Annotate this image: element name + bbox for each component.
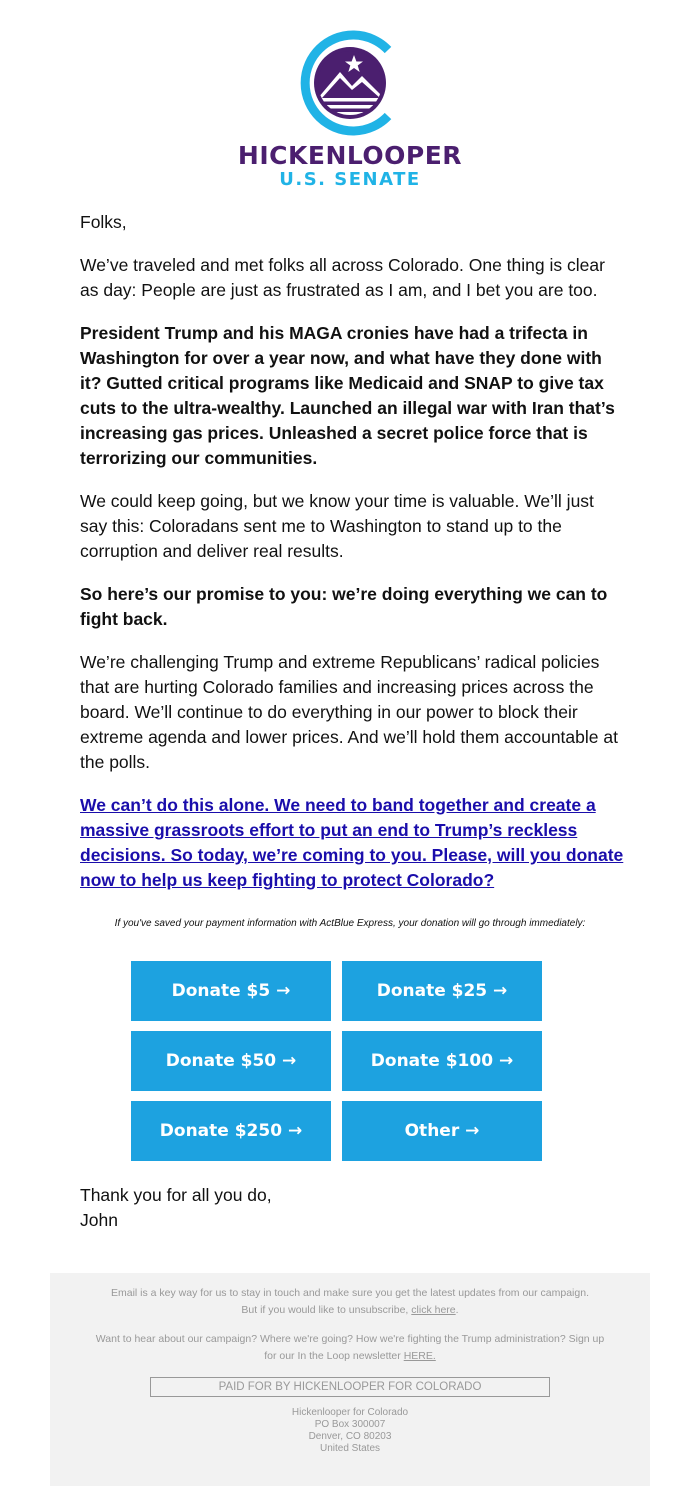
paragraph-5: We’re challenging Trump and extreme Republicans’ radical policies that are hurting Colorado families and increasing prices across the board. We’ll continue to do everything in our power to block their extreme agenda and lower prices. And we’ll hold them accountable at the polls. xyxy=(80,652,618,772)
greeting: Folks, xyxy=(80,212,127,232)
paragraph-3: We could keep going, but we know your time is valuable. We’ll just say this: Coloradans sent me to Washington to stand up to the corruption and deliver real results. xyxy=(80,491,594,561)
unsubscribe-text: Email is a key way for us to stay in touch and make sure you get the latest updates from our campaign. But if you would like to unsubscribe, click here. xyxy=(111,1287,589,1316)
donate-cta-link[interactable]: We can’t do this alone. We need to band together and create a massive grassroots effort to put an end to Trump’s reckless decisions. So today, we’re coming to you. Please, will you donate now to help us keep fighting to protect Colorado? xyxy=(80,795,624,890)
email-body xyxy=(80,210,625,911)
signoff-name: John xyxy=(80,1210,118,1230)
donate-other-button[interactable]: Other → xyxy=(342,1101,542,1161)
donate-5-button[interactable]: Donate $5 → xyxy=(131,961,331,1021)
footer xyxy=(50,1273,650,1486)
brand-name: HICKENLOOPER xyxy=(237,141,463,170)
campaign-logo xyxy=(0,28,700,190)
newsletter-link[interactable]: HERE. xyxy=(403,1350,436,1362)
paragraph-1: We’ve traveled and met folks all across Colorado. One thing is clear as day: People are just as frustrated as I am, and I bet you are too. xyxy=(80,255,605,300)
donate-250-button[interactable]: Donate $250 → xyxy=(131,1101,331,1161)
mountain-logo-icon xyxy=(300,28,400,138)
newsletter-text xyxy=(90,1331,610,1365)
unsubscribe-message: Email is a key way for us to stay in touch and make sure you get the latest updates from our campaign. But if you would like to unsubscribe, xyxy=(111,1287,589,1316)
actblue-note: If you've saved your payment information with ActBlue Express, your donation will go through immediately: xyxy=(114,918,586,929)
brand-subtitle: U.S. SENATE xyxy=(279,169,421,190)
address-line: United States xyxy=(319,1443,381,1454)
donate-50-button[interactable]: Donate $50 → xyxy=(131,1031,331,1091)
donate-100-button[interactable]: Donate $100 → xyxy=(342,1031,542,1091)
paragraph-2: President Trump and his MAGA cronies have had a trifecta in Washington for over a year now, and what have they done with it? Gutted critical programs like Medicaid and SNAP to give tax cuts to the ultra-wealthy. Launched an illegal war with Iran that’s increasing gas prices. Unleashed a secret police force that is terrorizing our communities. xyxy=(80,323,615,468)
signoff xyxy=(80,1183,272,1233)
unsubscribe-link[interactable]: click here xyxy=(411,1304,456,1316)
address-line: PO Box 300007 xyxy=(314,1419,386,1430)
paid-for-disclaimer: PAID FOR BY HICKENLOOPER FOR COLORADO xyxy=(150,1377,550,1397)
donate-25-button[interactable]: Donate $25 → xyxy=(342,961,542,1021)
signoff-line: Thank you for all you do, xyxy=(80,1185,272,1205)
paragraph-4: So here’s our promise to you: we’re doing everything we can to fight back. xyxy=(80,584,608,629)
mailing-address xyxy=(50,1407,650,1455)
newsletter-message: Want to hear about our campaign? Where we're going? How we're fighting the Trump administration? Sign up for our In the Loop newsletter xyxy=(95,1333,605,1362)
address-line: Denver, CO 80203 xyxy=(308,1431,392,1442)
address-line: Hickenlooper for Colorado xyxy=(291,1407,409,1418)
